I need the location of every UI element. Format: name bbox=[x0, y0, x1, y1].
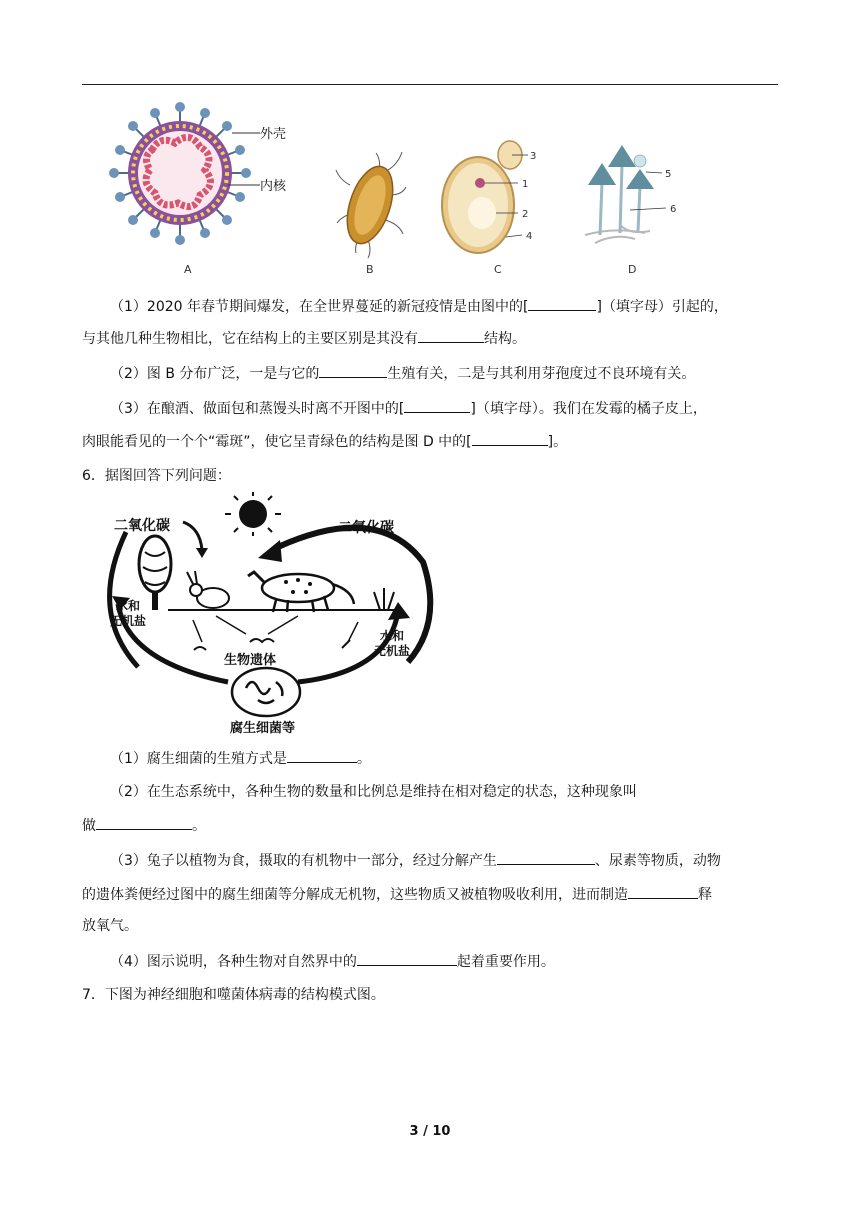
answer-blank[interactable] bbox=[628, 884, 698, 899]
label-b: B bbox=[366, 263, 374, 276]
grass-icon bbox=[374, 588, 394, 610]
answer-blank[interactable] bbox=[319, 363, 387, 378]
answer-blank[interactable] bbox=[287, 748, 357, 763]
q5-part2: （2）图 B 分布广泛，一是与它的 生殖有关，二是与其利用芽孢度过不良环境有关。 bbox=[82, 363, 778, 384]
q6-part4: （4）图示说明，各种生物对自然界中的 起着重要作用。 bbox=[82, 951, 778, 972]
yeast-number-3: 3 bbox=[530, 151, 537, 162]
mold-number-5: 5 bbox=[665, 169, 672, 180]
figure-microorganisms bbox=[100, 95, 700, 280]
water-left-label-1: 水和 bbox=[116, 599, 141, 613]
answer-blank[interactable] bbox=[528, 296, 596, 311]
yeast-number-1: 1 bbox=[522, 179, 529, 190]
deer-icon bbox=[248, 572, 354, 612]
q7-title: 7．下图为神经细胞和噬菌体病毒的结构模式图。 bbox=[82, 987, 385, 1003]
q5-part1: （1）2020 年春节期间爆发，在全世界蔓延的新冠疫情是由图中的[ ]（填字母）引起的， bbox=[82, 296, 778, 317]
sun-icon bbox=[225, 492, 281, 536]
answer-blank[interactable] bbox=[497, 850, 595, 865]
water-right-label-2: 无机盐 bbox=[374, 644, 411, 658]
mold-illustration bbox=[585, 145, 676, 276]
q5-part3: （3）在酿酒、做面包和蒸馒头时离不开图中的[ ]（填字母）。我们在发霉的橘子皮上， bbox=[82, 398, 778, 419]
label-d: D bbox=[628, 263, 637, 276]
tree-icon bbox=[139, 536, 171, 610]
bacterium-illustration bbox=[336, 152, 406, 276]
answer-blank[interactable] bbox=[418, 328, 484, 343]
answer-blank[interactable] bbox=[357, 951, 457, 966]
q6-title: 6．据图回答下列问题： bbox=[82, 468, 231, 484]
rabbit-icon bbox=[187, 571, 229, 608]
virus-illustration bbox=[109, 102, 287, 276]
virus-core-label: 内核 bbox=[260, 179, 287, 194]
water-left-label-2: 无机盐 bbox=[110, 614, 147, 628]
bacteria-illustration bbox=[232, 668, 300, 716]
header-rule bbox=[82, 84, 778, 85]
q6-part1: （1）腐生细菌的生殖方式是 。 bbox=[82, 748, 778, 769]
q5-part3-cont: 肉眼能看见的一个个“霉斑”，使它呈青绿色的结构是图 D 中的[ ]。 bbox=[82, 431, 778, 452]
co2-left-label: 二氧化碳 bbox=[114, 518, 170, 534]
q6-part3-cont: 的遗体粪便经过图中的腐生细菌等分解成无机物，这些物质又被植物吸收利用，进而制造 释 bbox=[82, 884, 778, 905]
answer-blank[interactable] bbox=[472, 431, 548, 446]
water-right-label-1: 水和 bbox=[380, 629, 405, 643]
answer-blank[interactable] bbox=[96, 815, 192, 830]
yeast-illustration bbox=[442, 141, 536, 276]
page-number: 3 / 10 bbox=[409, 1124, 451, 1139]
co2-right-label: 二氧化碳 bbox=[338, 520, 394, 536]
q6-part2: （2）在生态系统中，各种生物的数量和比例总是维持在相对稳定的状态，这种现象叫 bbox=[110, 784, 637, 800]
virus-shell-label: 外壳 bbox=[260, 127, 287, 142]
answer-blank[interactable] bbox=[404, 398, 470, 413]
q6-part3: （3）兔子以植物为食，摄取的有机物中一部分，经过分解产生 、尿素等物质，动物 bbox=[82, 850, 778, 871]
q6-part2-cont: 做 。 bbox=[82, 815, 778, 836]
q5-part1-cont: 与其他几种生物相比，它在结构上的主要区别是其没有 结构。 bbox=[82, 328, 778, 349]
label-c: C bbox=[494, 263, 502, 276]
figure-ecosystem-cycle bbox=[98, 492, 438, 742]
bacteria-label: 腐生细菌等 bbox=[230, 721, 296, 736]
yeast-number-2: 2 bbox=[522, 209, 529, 220]
label-a: A bbox=[184, 263, 192, 276]
mold-number-6: 6 bbox=[670, 204, 677, 215]
remains-label: 生物遗体 bbox=[224, 653, 277, 668]
q6-part3-cont2: 放氧气。 bbox=[82, 918, 138, 934]
yeast-number-4: 4 bbox=[526, 231, 533, 242]
